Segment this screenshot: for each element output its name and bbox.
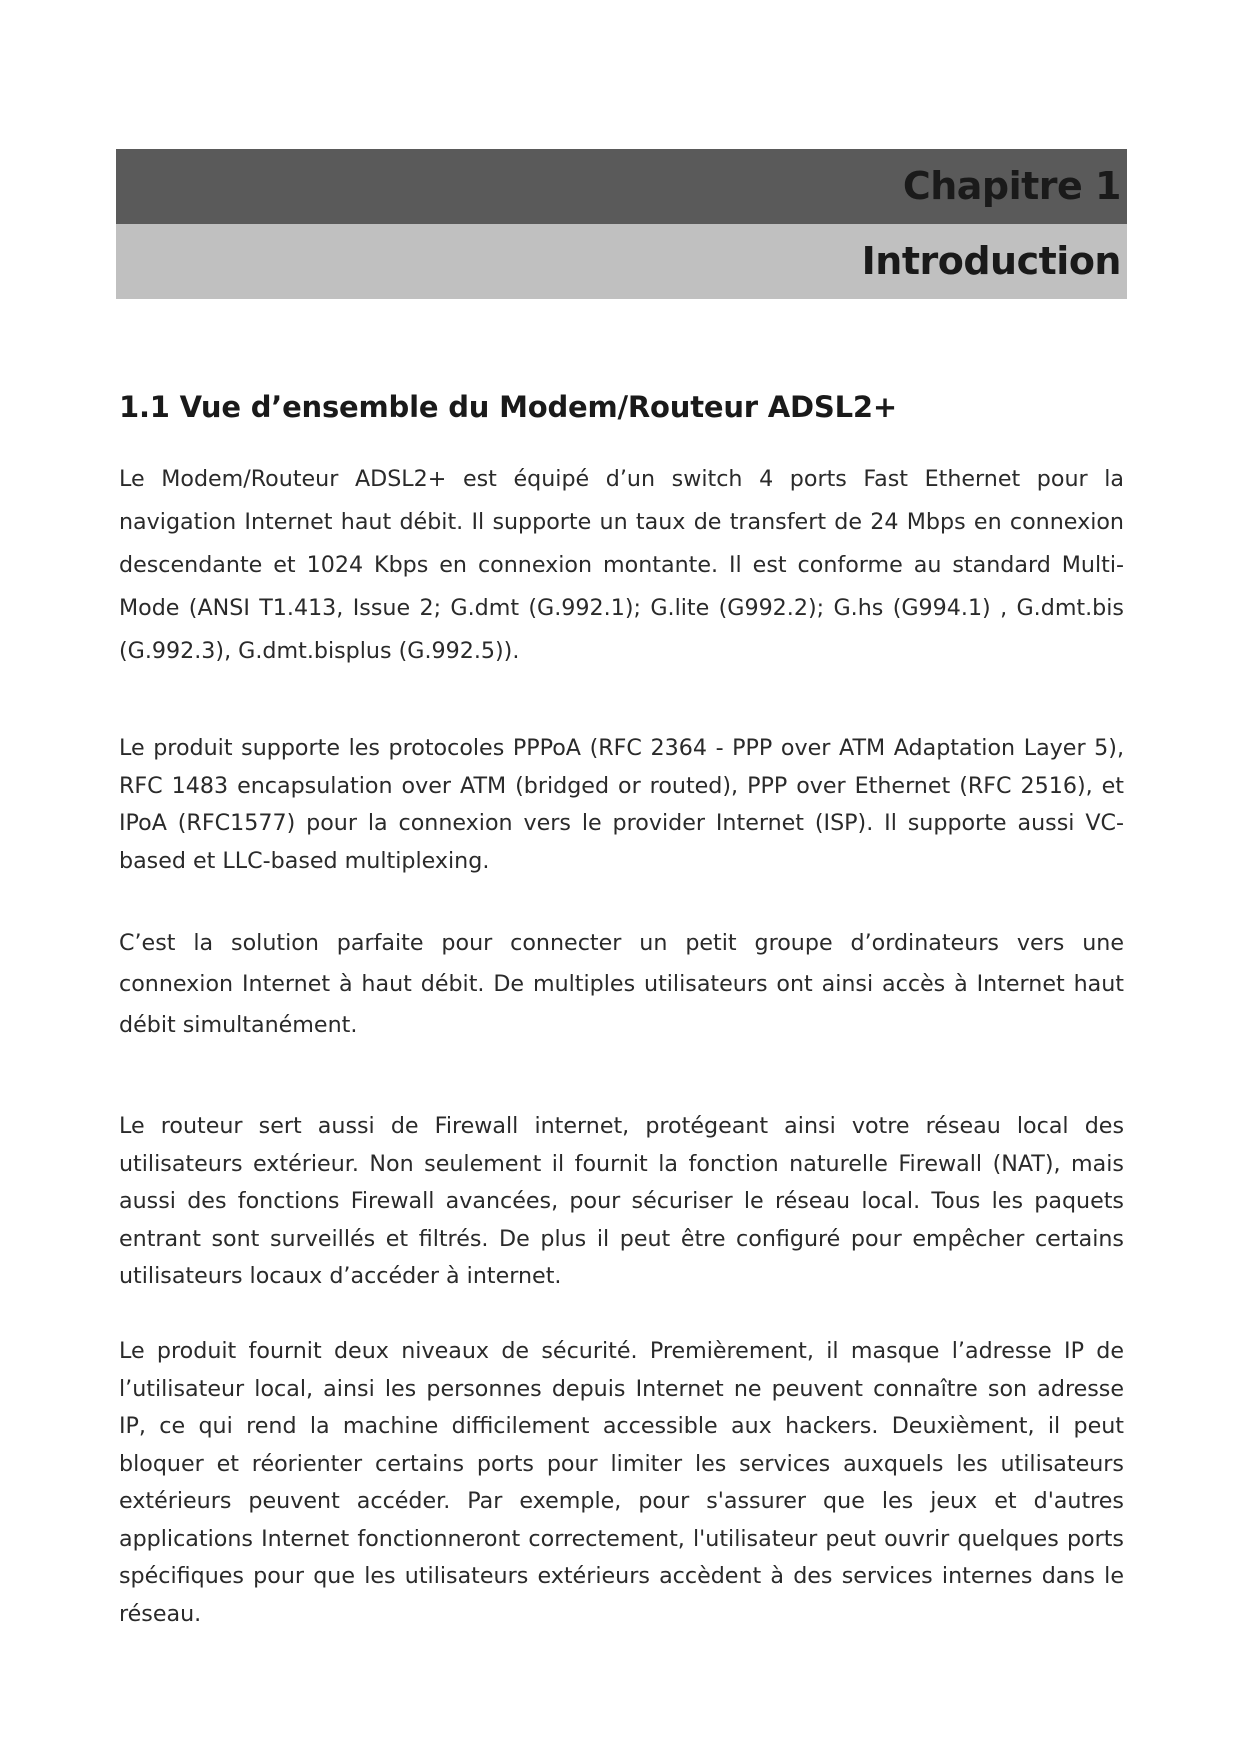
paragraph-protocols: Le produit supporte les protocoles PPPoA (RFC 2364 - PPP over ATM Adaptation Layer 5), RFC 1483 encapsulation over ATM (bridged or routed), PPP over Ethernet (RFC 2516), et IPoA (RFC1577) pour la connexion vers le provider Internet (ISP). Il supporte aussi VC-based et LLC-based multiplexing. <box>119 735 1124 874</box>
paragraph-security: Le produit fournit deux niveaux de sécurité. Premièrement, il masque l’adresse IP de l’utilisateur local, ainsi les personnes depuis Internet ne peuvent connaître son adresse IP, ce qui rend la machine difficilement accessible aux hackers. Deuxièment, il peut bloquer et réorienter certains ports pour limiter les services auxquels les utilisateurs extérieurs peuvent accéder. Par exemple, pour s'assurer que les jeux et d'autres applications Internet fonctionneront correctement, l'utilisateur peut ouvrir quelques ports spécifiques pour que les utilisateurs extérieurs accèdent à des services internes dans le réseau. <box>119 1338 1124 1627</box>
chapter-title-bar <box>116 224 1127 299</box>
section-heading: 1.1 Vue d’ensemble du Modem/Routeur ADSL2+ <box>119 390 897 424</box>
chapter-number-bar <box>116 149 1127 224</box>
paragraph-firewall: Le routeur sert aussi de Firewall internet, protégeant ainsi votre réseau local des utilisateurs extérieur. Non seulement il fournit la fonction naturelle Firewall (NAT), mais aussi des fonctions Firewall avancées, pour sécuriser le réseau local. Tous les paquets entrant sont surveillés et filtrés. De plus il peut être configuré pour empêcher certains utilisateurs locaux d’accéder à internet. <box>119 1113 1124 1289</box>
paragraph-overview: Le Modem/Routeur ADSL2+ est équipé d’un switch 4 ports Fast Ethernet pour la navigation Internet haut débit. Il supporte un taux de transfert de 24 Mbps en connexion descendante et 1024 Kbps en connexion montante. Il est conforme au standard Multi-Mode (ANSI T1.413, Issue 2; G.dmt (G.992.1); G.lite (G992.2); G.hs (G994.1) , G.dmt.bis (G.992.3), G.dmt.bisplus (G.992.5)). <box>119 466 1124 664</box>
paragraph-solution: C’est la solution parfaite pour connecter un petit groupe d’ordinateurs vers une connexion Internet à haut débit. De multiples utilisateurs ont ainsi accès à Internet haut débit simultanément. <box>119 930 1124 1038</box>
chapter-title: Introduction <box>861 239 1121 283</box>
chapter-number-label: Chapitre 1 <box>902 164 1121 208</box>
